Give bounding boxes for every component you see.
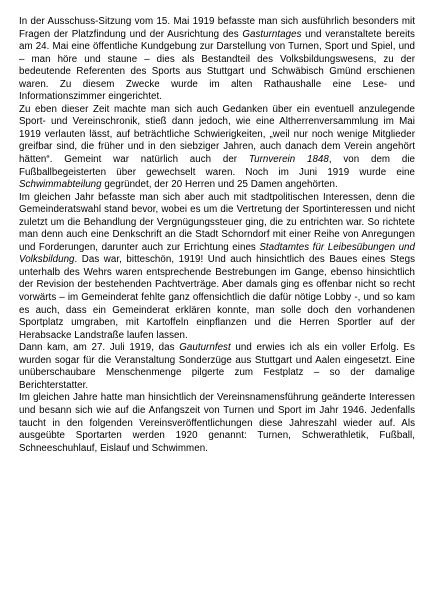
text-run: Im gleichen Jahr befasste man sich aber auch mit stadtpolitischen Interessen, denn die Gemeinderatswahl stand bevor, wobei es um die Vertretung der Sportinteressen und nicht zuletzt um die Behandlung der Vergnügungssteuer ging, die zu entrichten war. So richtete man denn auch eine Denkschrift an die Stadt Schorndorf mit einer Reihe von Anregungen und Forderungen, darunter auch zur Errichtung eines — [19, 191, 415, 253]
paragraph-4 — [19, 342, 415, 392]
paragraph-1 — [19, 16, 415, 104]
text-run: Im gleichen Jahre hatte man hinsichtlich der Vereinsnamensführung geänderte Interessen und besann sich wie auf die Anfangszeit von Turnen und Sport im Jahr 1946. Jedenfalls taucht in den folgenden Vereinsveröffentlichungen diese Jahreszahl wieder auf. Als ausgeübte Sportarten werden 1920 genannt: Turnen, Schwerathletik, Fußball, Schneeschuhlauf, Eislauf und Schwimmen. — [19, 392, 415, 454]
italic-term-gasturntages: Gasturntages — [242, 28, 302, 40]
italic-term-stadtamt: Stadtamtes für Leibesübungen und Volksbildung — [19, 241, 415, 266]
paragraph-2 — [19, 104, 415, 192]
document-page — [19, 16, 415, 455]
text-run: . Das war, bitteschön, 1919! Und auch hinsichtlich des Baues eines Stegs unterhalb des Wehrs waren entsprechende Bestrebungen im Gange, ebenso hinsichtlich der Revision der bestehenden Pachtverträge. Aber damals ging es offenbar nicht so recht vorwärts – im Gemeinderat fehlte ganz offensichtlich die dafür nötige Lobby -, und so kam es auch, dass ein Gemeinderat erklären konnte, man solle doch den vorhandenen Sportplatz umgraben, mit Kartoffeln einpflanzen und die Herren Sportler auf der Herabsacke Landstraße laufen lassen. — [19, 254, 415, 341]
text-run: gegründet, der 20 Herren und 25 Damen angehörten. — [101, 179, 338, 191]
italic-term-gauturnfest: Gauturnfest — [179, 342, 231, 354]
text-run: Dann kam, am 27. Juli 1919, das — [19, 342, 180, 354]
paragraph-3 — [19, 192, 415, 343]
italic-term-turnverein: Turnverein 1848 — [248, 154, 329, 166]
text-run: In der Ausschuss-Sitzung vom 15. Mai 1919 befasste man sich ausführlich besonders mit Fragen der Platzfindung und der Ausrichtung des — [19, 16, 415, 40]
paragraph-5 — [19, 392, 415, 455]
italic-term-schwimmabteilung: Schwimmabteilung — [19, 179, 102, 191]
text-run: Zu eben dieser Zeit machte man sich auch Gedanken über ein eventuell anzulegende Sport- und Vereinschronik, stieß dann jedoch, wie eine Altherrenversammlung im Mai 1919 verlauten lässt, auf beträchtliche Schwierigkeiten, „weil nur noch wenige Mitglieder greifbar sind, die früher und in den siebziger Jahren, auch danach dem Verein angehört hätten“. Gemeint war natürlich auch der — [19, 103, 415, 166]
text-run: , von dem die Fußballbegeisterten über gewechselt waren. Noch im Juni 1919 wurde eine — [19, 154, 416, 178]
text-run: und veranstaltete bereits am 24. Mai eine öffentliche Kundgebung zur Darstellung von Turnen, Sport und Spiel, und – man höre und staune – dies als Bestandteil des Volksbildungswesens, zu der bedeutende Referenten des Sports aus Stuttgart und Schwäbisch Gmünd erschienen waren. Zu diesem Zwecke wurde im alten Rathaushalle eine Lese- und Informationszimmer eingerichtet. — [19, 28, 415, 103]
text-run: und erwies ich als ein voller Erfolg. Es wurden sogar für die Veranstaltung Sonderzüge aus Stuttgart und Aalen eingesetzt. Eine unüberschaubare Menschenmenge pilgerte zum Festplatz – so der damalige Berichterstatter. — [19, 342, 415, 391]
